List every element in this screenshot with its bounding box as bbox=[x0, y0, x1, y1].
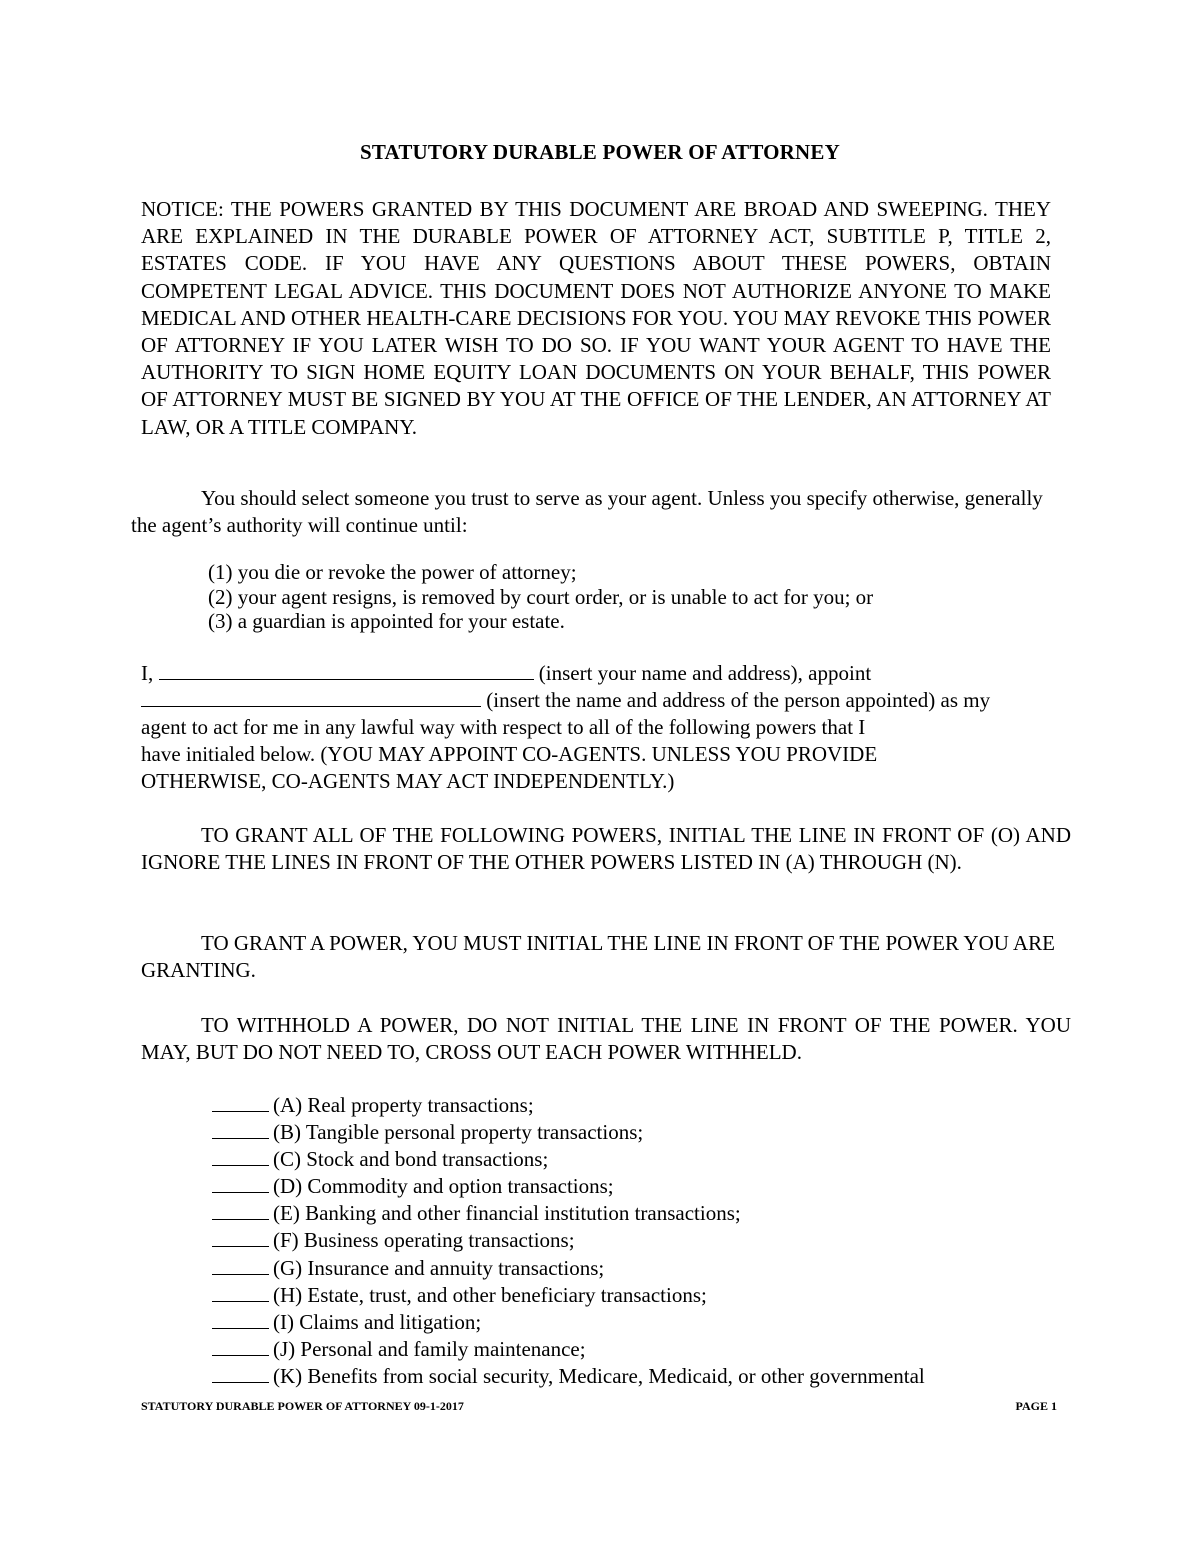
initial-field[interactable] bbox=[212, 1121, 269, 1139]
initial-field[interactable] bbox=[212, 1175, 269, 1193]
condition-item: (2) your agent resigns, is removed by court order, or is unable to act for you; or bbox=[208, 584, 874, 609]
appoint-prefix: I, bbox=[141, 661, 154, 685]
page-footer bbox=[141, 1399, 1057, 1414]
initial-field[interactable] bbox=[212, 1257, 269, 1275]
appoint-line: OTHERWISE, CO-AGENTS MAY ACT INDEPENDENTLY.) bbox=[141, 769, 675, 793]
principal-name-hint: (insert your name and address), appoint bbox=[538, 661, 872, 685]
footer-document-title: STATUTORY DURABLE POWER OF ATTORNEY 09-1-2017 bbox=[141, 1399, 464, 1413]
principal-name-field[interactable] bbox=[159, 661, 534, 680]
power-item bbox=[212, 1092, 1042, 1119]
condition-item: (1) you die or revoke the power of attorney; bbox=[208, 560, 577, 584]
initial-field[interactable] bbox=[212, 1094, 269, 1112]
appoint-line: agent to act for me in any lawful way with respect to all of the following powers that I bbox=[141, 715, 866, 739]
power-label: (E) Banking and other financial institution transactions; bbox=[273, 1201, 741, 1226]
power-label: (F) Business operating transactions; bbox=[273, 1228, 575, 1253]
power-label: (J) Personal and family maintenance; bbox=[273, 1336, 586, 1361]
initial-field[interactable] bbox=[212, 1338, 269, 1356]
power-label: (A) Real property transactions; bbox=[273, 1093, 534, 1117]
power-label: (K) Benefits from social security, Medicare, Medicaid, or other governmental bbox=[273, 1363, 925, 1388]
appointment-paragraph bbox=[141, 660, 1061, 795]
grant-all-instruction: TO GRANT ALL OF THE FOLLOWING POWERS, INITIAL THE LINE IN FRONT OF (O) AND IGNORE THE LINES IN FRONT OF THE OTHER POWERS LISTED IN (A) THROUGH (N). bbox=[141, 823, 1071, 874]
initial-field[interactable] bbox=[212, 1202, 269, 1220]
power-label: (I) Claims and litigation; bbox=[273, 1309, 482, 1334]
power-label: (C) Stock and bond transactions; bbox=[273, 1147, 549, 1172]
power-item bbox=[212, 1173, 1042, 1200]
power-label: (G) Insurance and annuity transactions; bbox=[273, 1255, 605, 1280]
power-label: (H) Estate, trust, and other beneficiary transactions; bbox=[273, 1282, 707, 1307]
power-item bbox=[212, 1282, 1042, 1309]
power-item bbox=[212, 1146, 1042, 1173]
authority-conditions-list bbox=[208, 560, 1008, 634]
power-item bbox=[212, 1255, 1042, 1282]
footer-page-number: PAGE 1 bbox=[1015, 1399, 1057, 1413]
power-item bbox=[212, 1119, 1042, 1146]
power-item bbox=[212, 1200, 1042, 1227]
agent-intro-paragraph: You should select someone you trust to serve as your agent. Unless you specify otherwise, generally the agent’s authority will continue until: bbox=[131, 486, 1043, 537]
power-item bbox=[212, 1363, 1042, 1390]
power-item bbox=[212, 1309, 1042, 1336]
appoint-line: have initialed below. (YOU MAY APPOINT CO-AGENTS. UNLESS YOU PROVIDE bbox=[141, 742, 878, 766]
power-label: (B) Tangible personal property transactions; bbox=[273, 1120, 644, 1145]
power-item bbox=[212, 1227, 1042, 1254]
initial-field[interactable] bbox=[212, 1365, 269, 1383]
initial-field[interactable] bbox=[212, 1311, 269, 1329]
initial-field[interactable] bbox=[212, 1229, 269, 1247]
power-label: (D) Commodity and option transactions; bbox=[273, 1174, 614, 1199]
document-title: STATUTORY DURABLE POWER OF ATTORNEY bbox=[359, 140, 840, 164]
initial-field[interactable] bbox=[212, 1148, 269, 1166]
withhold-power-instruction: TO WITHHOLD A POWER, DO NOT INITIAL THE LINE IN FRONT OF THE POWER. YOU MAY, BUT DO NOT NEED TO, CROSS OUT EACH POWER WITHHELD. bbox=[141, 1013, 1071, 1064]
agent-name-hint: (insert the name and address of the person appointed) as my bbox=[486, 688, 991, 712]
powers-list bbox=[212, 1092, 1042, 1390]
grant-power-instruction: TO GRANT A POWER, YOU MUST INITIAL THE LINE IN FRONT OF THE POWER YOU ARE GRANTING. bbox=[141, 931, 1056, 982]
initial-field[interactable] bbox=[212, 1284, 269, 1302]
notice-paragraph: NOTICE: THE POWERS GRANTED BY THIS DOCUMENT ARE BROAD AND SWEEPING. THEY ARE EXPLAINED IN THE DURABLE POWER OF ATTORNEY ACT, SUBTITLE P, TITLE 2, ESTATES CODE. IF YOU HAVE ANY QUESTIONS ABOUT THESE POWERS, OBTAIN COMPETENT LEGAL ADVICE. THIS DOCUMENT DOES NOT AUTHORIZE ANYONE TO MAKE MEDICAL AND OTHER HEALTH-CARE DECISIONS FOR YOU. YOU MAY REVOKE THIS POWER OF ATTORNEY IF YOU LATER WISH TO DO SO. IF YOU WANT YOUR AGENT TO HAVE THE AUTHORITY TO SIGN HOME EQUITY LOAN DOCUMENTS ON YOUR BEHALF, THIS POWER OF ATTORNEY MUST BE SIGNED BY YOU AT THE OFFICE OF THE LENDER, AN ATTORNEY AT LAW, OR A TITLE COMPANY. bbox=[141, 197, 1051, 439]
condition-item: (3) a guardian is appointed for your estate. bbox=[208, 609, 565, 633]
agent-name-field[interactable] bbox=[141, 688, 481, 707]
power-item bbox=[212, 1336, 1042, 1363]
